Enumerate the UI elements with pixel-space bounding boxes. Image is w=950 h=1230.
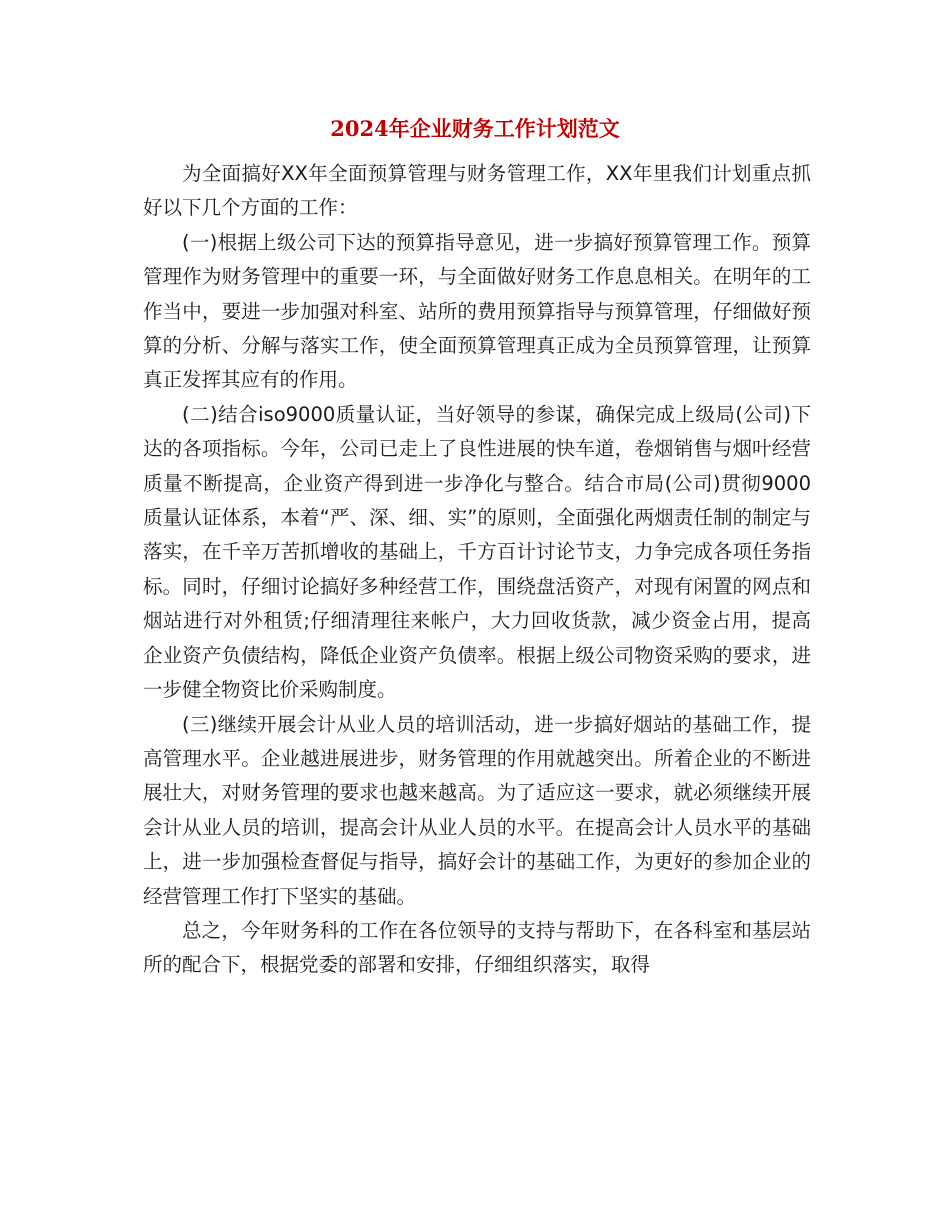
paragraph-accountant-training: (三)继续开展会计从业人员的培训活动，进一步搞好烟站的基础工作，提高管理水平。企业越进展进步，财务管理的作用就越突出。所着企业的不断进展壮大，对财务管理的要求也越来越高。为了适应这一要求，就必须继续开展会计从业人员的培训，提高会计从业人员的水平。在提高会计人员水平的基础上，进一步加强检查督促与指导，搞好会计的基础工作，为更好的参加企业的经营管理工作打下坚实的基础。 (143, 712, 811, 908)
document-body (143, 157, 811, 983)
document-title: 2024年企业财务工作计划范文 (330, 116, 620, 141)
paragraph-budget-management: (一)根据上级公司下达的预算指导意见，进一步搞好预算管理工作。预算管理作为财务管理中的重要一环，与全面做好财务工作息息相关。在明年的工作当中，要进一步加强对科室、站所的费用预算指导与预算管理，仔细做好预算的分析、分解与落实工作，使全面预算管理真正成为全员预算管理，让预算真正发挥其应有的作用。 (143, 230, 811, 392)
paragraph-quality-certification: (二)结合iso9000质量认证，当好领导的参谋，确保完成上级局(公司)下达的各项指标。今年，公司已走上了良性进展的快车道，卷烟销售与烟叶经营质量不断提高，企业资产得到进一步净化与整合。结合市局(公司)贯彻9000质量认证体系，本着“严、深、细、实”的原则，全面强化两烟责任制的制定与落实，在千辛万苦抓增收的基础上，千方百计讨论节支，力争完成各项任务指标。同时，仔细讨论搞好多种经营工作，围绕盘活资产，对现有闲置的网点和烟站进行对外租赁;仔细清理往来帐户，大力回收货款，减少资金占用，提高企业资产负债结构，降低企业资产负债率。根据上级公司物资采购的要求，进一步健全物资比价采购制度。 (143, 402, 811, 702)
paragraph-summary: 总之，今年财务科的工作在各位领导的支持与帮助下，在各科室和基层站所的配合下，根据党委的部署和安排，仔细组织落实，取得 (143, 918, 811, 977)
paragraph-intro: 为全面搞好XX年全面预算管理与财务管理工作，XX年里我们计划重点抓好以下几个方面的工作： (143, 162, 811, 220)
